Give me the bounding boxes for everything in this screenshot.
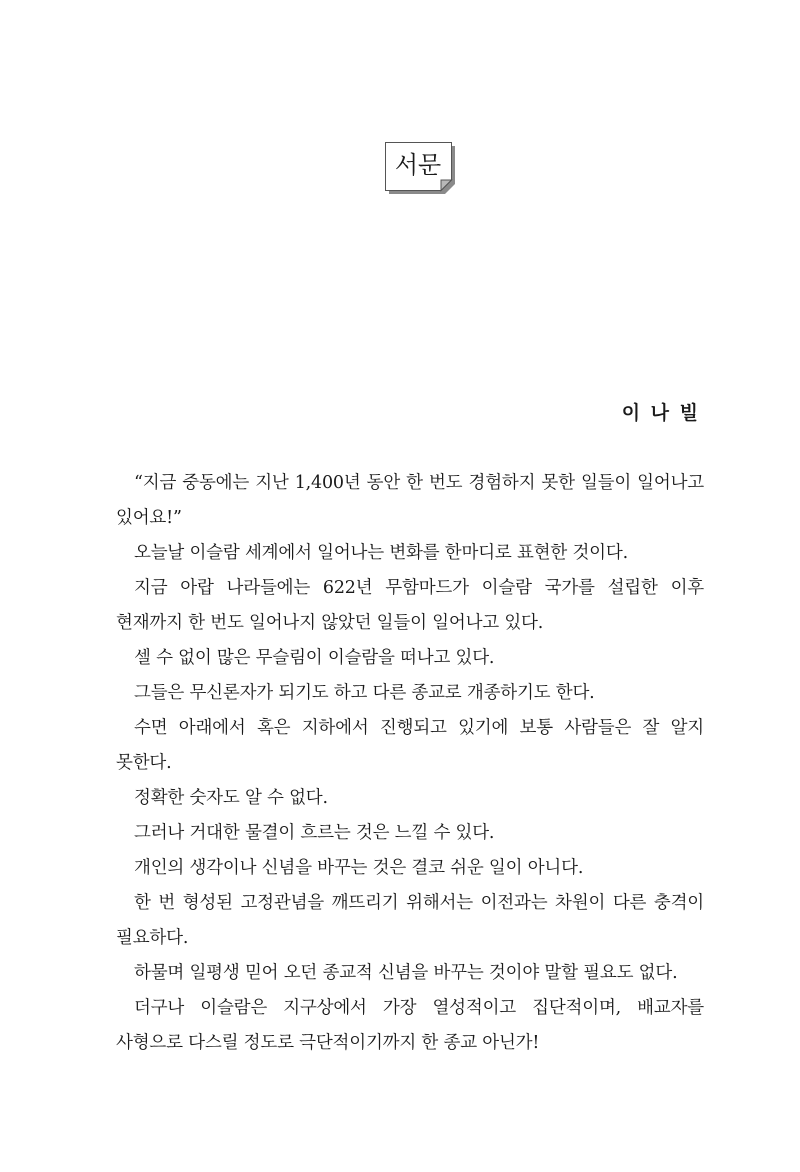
- paragraph: 그들은 무신론자가 되기도 하고 다른 종교로 개종하기도 한다.: [134, 683, 595, 703]
- chapter-title: 서문: [394, 151, 442, 179]
- chapter-title-box: [385, 142, 455, 194]
- paragraph: 더구나 이슬람은 지구상에서 가장 열성적이고 집단적이며, 배교자를 사형으로 다스릴 정도로 극단적이기까지 한 종교 아닌가!: [116, 998, 704, 1053]
- paragraph: 셀 수 없이 많은 무슬림이 이슬람을 떠나고 있다.: [134, 648, 495, 668]
- paragraph: 오늘날 이슬람 세계에서 일어나는 변화를 한마디로 표현한 것이다.: [134, 543, 628, 563]
- paragraph: 한 번 형성된 고정관념을 깨뜨리기 위해서는 이전과는 차원이 다른 충격이 필요하다.: [116, 893, 704, 948]
- paragraph: 지금 아랍 나라들에는 622년 무함마드가 이슬람 국가를 설립한 이후 현재까지 한 번도 일어나지 않았던 일들이 일어나고 있다.: [116, 578, 704, 633]
- paragraph: 그러나 거대한 물결이 흐르는 것은 느낄 수 있다.: [134, 823, 495, 843]
- paragraph: 개인의 생각이나 신념을 바꾸는 것은 결코 쉬운 일이 아니다.: [134, 858, 584, 878]
- paragraph: “지금 중동에는 지난 1,400년 동안 한 번도 경험하지 못한 일들이 일어나고 있어요!”: [116, 473, 704, 528]
- paragraph: 수면 아래에서 혹은 지하에서 진행되고 있기에 보통 사람들은 잘 알지 못한다.: [116, 718, 704, 773]
- author-name: 이 나 빌: [621, 402, 700, 424]
- paragraph: 정확한 숫자도 알 수 없다.: [134, 788, 328, 808]
- body-text: [116, 466, 704, 1061]
- paragraph: 하물며 일평생 믿어 오던 종교적 신념을 바꾸는 것이야 말할 필요도 없다.: [134, 963, 678, 983]
